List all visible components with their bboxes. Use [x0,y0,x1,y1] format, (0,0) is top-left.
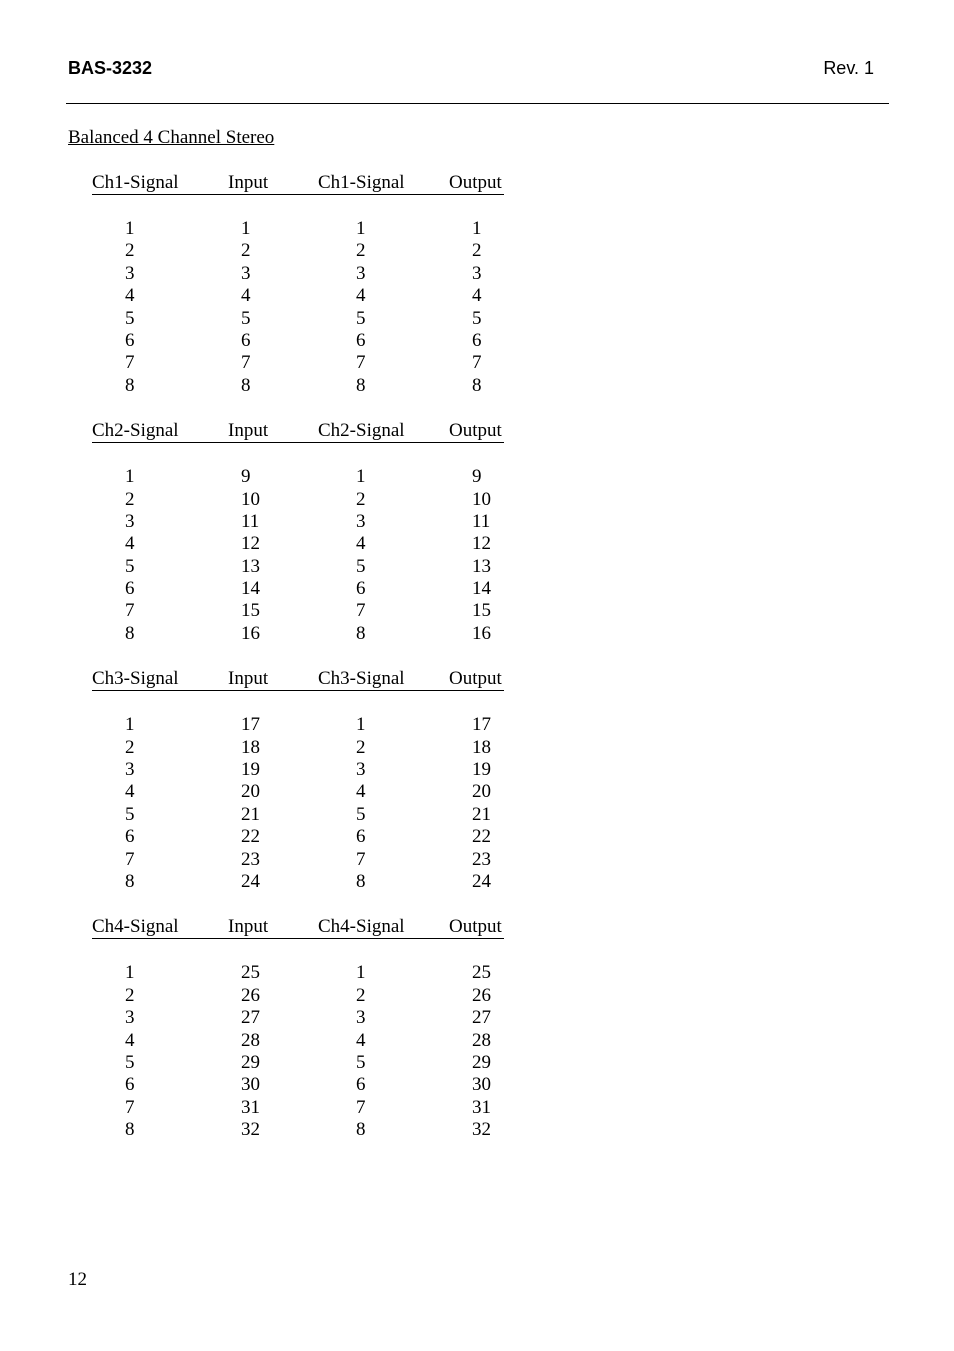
table-row [92,623,504,645]
table-cell: 12 [241,533,260,555]
table-cell: 8 [125,374,135,396]
table-row [92,308,504,330]
table-cell: 7 [125,352,135,374]
column-header: Input [228,172,269,193]
table-cell: 7 [472,352,482,374]
table-cell: 8 [472,374,482,396]
channel-table-4 [92,916,504,1141]
table-cell: 5 [125,555,135,577]
table-cell: 13 [472,555,491,577]
column-header: Input [228,916,269,938]
table-cell: 5 [241,307,251,329]
table-cell: 3 [356,1007,366,1029]
table-cell: 5 [125,803,135,825]
pin-mapping-tables [92,172,504,1165]
table-cell: 6 [125,329,135,351]
table-row [92,375,504,397]
table-row [92,804,504,826]
table-cell: 8 [125,1119,135,1141]
table-row [92,600,504,622]
column-header: Ch3-Signal [318,668,405,690]
table-cell: 2 [241,240,251,262]
table-cell: 22 [241,826,260,848]
table-row [92,352,504,374]
table-cell: 20 [472,781,491,803]
table-cell: 26 [472,984,491,1006]
table-row [92,1052,504,1074]
table-header [92,420,504,443]
table-cell: 8 [125,622,135,644]
table-cell: 25 [241,962,260,984]
table-cell: 24 [472,870,491,892]
table-cell: 9 [472,466,482,488]
table-cell: 7 [356,600,366,622]
table-cell: 10 [241,488,260,510]
table-body [92,466,504,645]
table-cell: 29 [472,1051,491,1073]
table-row [92,533,504,555]
table-cell: 1 [125,466,135,488]
table-cell: 28 [241,1029,260,1051]
table-cell: 7 [241,352,251,374]
table-cell: 6 [125,578,135,600]
table-cell: 18 [472,736,491,758]
table-cell: 3 [472,262,482,284]
table-cell: 25 [472,962,491,984]
table-cell: 1 [356,714,366,736]
table-row [92,240,504,262]
table-row [92,962,504,984]
table-cell: 5 [472,307,482,329]
table-cell: 19 [472,759,491,781]
table-row [92,737,504,759]
table-cell: 26 [241,984,260,1006]
table-row [92,1030,504,1052]
table-cell: 18 [241,736,260,758]
header-divider [66,103,889,104]
table-cell: 17 [241,714,260,736]
table-header [92,916,504,939]
table-cell: 6 [125,826,135,848]
table-cell: 2 [125,736,135,758]
table-cell: 3 [125,262,135,284]
column-header: Output [449,668,502,690]
table-row [92,714,504,736]
table-cell: 9 [241,466,251,488]
table-cell: 6 [241,329,251,351]
revision-label: Rev. 1 [823,58,874,78]
table-row [92,218,504,240]
table-cell: 11 [241,510,260,532]
table-row [92,871,504,893]
table-cell: 27 [241,1007,260,1029]
table-cell: 5 [125,1051,135,1073]
table-cell: 1 [356,218,366,239]
column-header: Ch1-Signal [318,172,405,193]
table-row [92,1007,504,1029]
table-cell: 13 [241,555,260,577]
table-header [92,668,504,691]
table-row [92,1074,504,1096]
table-cell: 30 [472,1074,491,1096]
table-cell: 32 [241,1119,260,1141]
table-cell: 4 [125,1029,135,1051]
table-cell: 6 [356,329,366,351]
table-row [92,578,504,600]
table-cell: 7 [125,1096,135,1118]
table-cell: 22 [472,826,491,848]
table-header [92,172,504,195]
table-body [92,714,504,893]
column-header: Input [228,420,269,442]
table-cell: 4 [356,285,366,307]
table-cell: 2 [356,240,366,262]
table-cell: 4 [125,285,135,307]
table-cell: 3 [356,759,366,781]
table-cell: 7 [125,600,135,622]
table-cell: 24 [241,870,260,892]
table-row [92,1119,504,1141]
table-cell: 3 [125,510,135,532]
table-cell: 6 [356,578,366,600]
table-cell: 2 [356,488,366,510]
table-cell: 4 [356,533,366,555]
table-row [92,985,504,1007]
table-cell: 5 [356,555,366,577]
column-header: Ch3-Signal [92,668,179,690]
table-cell: 6 [125,1074,135,1096]
table-row [92,511,504,533]
column-header: Input [228,668,269,690]
table-cell: 2 [125,488,135,510]
table-cell: 5 [125,307,135,329]
column-header: Ch4-Signal [318,916,405,938]
table-cell: 1 [356,962,366,984]
table-cell: 28 [472,1029,491,1051]
column-header: Output [449,172,502,193]
table-row [92,781,504,803]
table-cell: 7 [356,848,366,870]
table-cell: 21 [241,803,260,825]
table-cell: 4 [472,285,482,307]
table-cell: 27 [472,1007,491,1029]
table-cell: 2 [472,240,482,262]
table-row [92,759,504,781]
table-row [92,1097,504,1119]
table-cell: 2 [125,240,135,262]
table-cell: 12 [472,533,491,555]
table-cell: 20 [241,781,260,803]
table-cell: 4 [125,781,135,803]
table-cell: 31 [241,1096,260,1118]
table-cell: 3 [125,759,135,781]
table-cell: 19 [241,759,260,781]
table-row [92,330,504,352]
table-cell: 15 [472,600,491,622]
table-cell: 16 [472,622,491,644]
table-cell: 30 [241,1074,260,1096]
table-cell: 5 [356,803,366,825]
table-body [92,218,504,397]
table-cell: 1 [356,466,366,488]
table-cell: 3 [356,262,366,284]
table-row [92,263,504,285]
table-cell: 8 [125,870,135,892]
table-row [92,826,504,848]
table-cell: 10 [472,488,491,510]
table-cell: 1 [125,962,135,984]
table-cell: 16 [241,622,260,644]
table-cell: 3 [356,510,366,532]
table-cell: 7 [125,848,135,870]
column-header: Ch4-Signal [92,916,179,938]
column-header: Ch1-Signal [92,172,179,193]
table-cell: 11 [472,510,491,532]
table-cell: 21 [472,803,491,825]
table-cell: 23 [472,848,491,870]
table-cell: 3 [125,1007,135,1029]
table-cell: 5 [356,1051,366,1073]
document-model-label: BAS-3232 [68,58,153,78]
table-cell: 2 [356,984,366,1006]
table-cell: 4 [125,533,135,555]
channel-table-2 [92,420,504,645]
column-header: Output [449,916,502,938]
page-number: 12 [68,1269,87,1290]
table-cell: 14 [241,578,260,600]
channel-table-3 [92,668,504,893]
table-body [92,962,504,1141]
table-cell: 8 [356,870,366,892]
table-cell: 7 [356,1096,366,1118]
table-row [92,556,504,578]
table-cell: 1 [125,218,135,239]
table-cell: 1 [241,218,251,239]
table-cell: 4 [356,1029,366,1051]
table-cell: 5 [356,307,366,329]
table-cell: 1 [472,218,482,239]
table-cell: 6 [356,826,366,848]
column-header: Ch2-Signal [318,420,405,442]
table-cell: 2 [356,736,366,758]
table-cell: 31 [472,1096,491,1118]
table-cell: 6 [472,329,482,351]
table-cell: 17 [472,714,491,736]
table-row [92,489,504,511]
table-cell: 6 [356,1074,366,1096]
table-cell: 14 [472,578,491,600]
table-cell: 23 [241,848,260,870]
table-cell: 8 [241,374,251,396]
channel-table-1 [92,172,504,397]
table-cell: 4 [356,781,366,803]
table-cell: 29 [241,1051,260,1073]
table-cell: 15 [241,600,260,622]
column-header: Output [449,420,502,442]
table-cell: 8 [356,374,366,396]
section-title: Balanced 4 Channel Stereo [68,127,275,148]
table-row [92,285,504,307]
table-cell: 2 [125,984,135,1006]
table-cell: 1 [125,714,135,736]
table-row [92,849,504,871]
table-cell: 32 [472,1119,491,1141]
table-cell: 4 [241,285,251,307]
table-cell: 7 [356,352,366,374]
column-header: Ch2-Signal [92,420,179,442]
table-cell: 3 [241,262,251,284]
table-cell: 8 [356,1119,366,1141]
table-row [92,466,504,488]
table-cell: 8 [356,622,366,644]
